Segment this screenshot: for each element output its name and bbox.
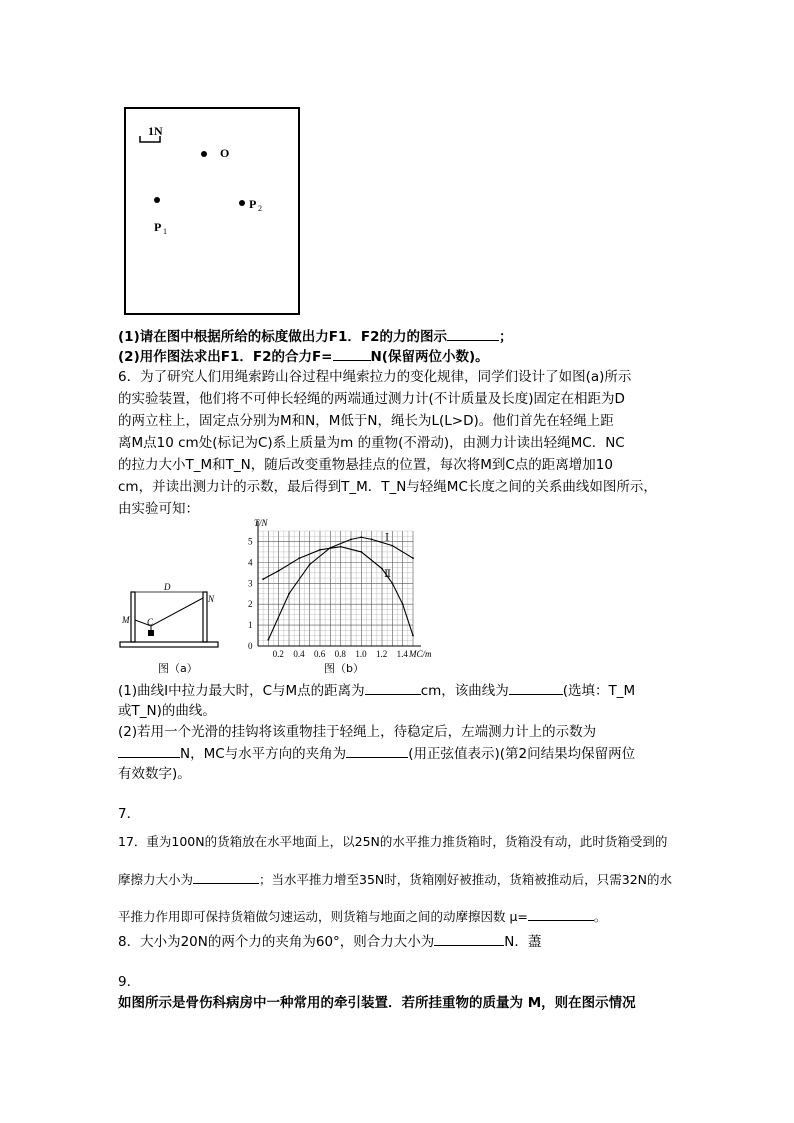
q7-blank1[interactable] (193, 869, 259, 884)
right-pillar (203, 592, 207, 642)
series-point-2 (412, 635, 414, 637)
q8-line (118, 931, 541, 952)
series-point-2 (298, 557, 300, 559)
x-tick-label: 0.6 (314, 649, 326, 659)
q6-sub2-blank1[interactable] (118, 743, 180, 758)
series-point-2 (381, 568, 383, 570)
q6-p4: 离M点10 cm处(标记为C)系上质量为m 的重物(不滑动)，由测力计读出轻绳MC．NC (118, 435, 625, 451)
q6-p1: 6．为了研究人们用绳索跨山谷过程中绳索拉力的变化规律，同学们设计了如图(a)所示 (118, 369, 632, 385)
x-tick-label: 0.2 (272, 649, 284, 659)
q6-sub2-blank2[interactable] (346, 743, 408, 758)
q6-p3: 的两立柱上，固定点分别为M和N，M低于N，绳长为L(L>D)。他们首先在轻绳上距 (118, 413, 614, 429)
series-point-2 (340, 546, 342, 548)
q5-blank1[interactable] (447, 326, 499, 341)
q7-line2-text-a: 摩擦力大小为 (118, 872, 194, 887)
q8-blank[interactable] (434, 931, 504, 946)
point-p1-dot (154, 197, 160, 203)
series-point-2 (402, 603, 404, 605)
point-p2-dot (239, 200, 245, 206)
q6-sub1-text-a: (1)曲线Ⅰ中拉力最大时，C与M点的距离为 (118, 683, 365, 699)
series-point-1 (412, 557, 414, 559)
x-tick-label: 0.4 (293, 649, 305, 659)
point-p2-sub: 2 (258, 204, 262, 213)
series-label-1: Ⅰ (385, 532, 390, 544)
x-tick-label: 1.4 (396, 649, 408, 659)
q6-sub2-text-b: N，MC与水平方向的夹角为 (180, 746, 347, 762)
q5-line1-text: (1)请在图中根据所给的标度做出力F1．F2的力的图示 (118, 329, 447, 345)
y-tick-label: 3 (248, 578, 253, 589)
q6-sub1-line1 (118, 680, 635, 701)
figure-a-apparatus (116, 580, 224, 672)
series-point-2 (278, 570, 280, 572)
fig-b-caption: 图（b） (324, 662, 364, 675)
q7-blank2[interactable] (528, 906, 594, 921)
series-point-2 (391, 582, 393, 584)
series-point-1 (350, 538, 352, 540)
point-p2-label: P (249, 197, 257, 211)
q5-line2 (118, 346, 489, 367)
q6-p6: cm，并读出测力计的示数，最后得到T_M．T_N与轻绳MC长度之间的关系曲线如图所示， (118, 479, 657, 495)
q6-sub1-text-c: (选填：T_M (562, 683, 636, 699)
q7-line2-text-b: ；当水平推力增至35N时，货箱刚好被推动，货箱被推动后，只需32N的水 (259, 872, 673, 887)
q6-p2: 的实验装置，他们将不可伸长轻绳的两端通过测力计(不计质量及长度)固定在相距为D (118, 391, 625, 407)
y-axis-label: T/N (254, 518, 268, 528)
q6-sub1-blank1[interactable] (365, 680, 421, 695)
q9-line1: 如图所示是骨伤科病房中一种常用的牵引装置．若所挂重物的质量为 M，则在图示情况 (118, 995, 636, 1011)
series-point-1 (391, 545, 393, 547)
q7-number: 7． (118, 806, 141, 822)
series-point-1 (267, 639, 269, 641)
q7-line3-text-b: 。 (593, 909, 607, 924)
series-point-2 (360, 551, 362, 553)
q8-text-a: 8．大小为20N的两个力的夹角为60°，则合力大小为 (118, 934, 435, 950)
series-point-2 (262, 578, 264, 580)
q9-number: 9． (118, 974, 141, 990)
y-tick-label: 4 (248, 557, 253, 568)
q5-line2-end: N(保留两位小数)。 (370, 349, 489, 365)
fig-a-caption: 图（a） (158, 662, 198, 675)
label-n: N (208, 594, 215, 604)
rope (135, 598, 203, 626)
q7-line2 (118, 869, 672, 890)
series-point-1 (360, 536, 362, 538)
q6-p5: 的拉力大小T_M和T_N，随后改变重物悬挂点的位置，每次将M到C点的距离增加10 (118, 457, 613, 473)
q5-blank2[interactable] (333, 346, 371, 361)
q5-line1 (118, 326, 512, 347)
weight-block (148, 630, 154, 636)
figure-b-chart (238, 516, 438, 672)
q6-sub1-blank2[interactable] (509, 680, 563, 695)
series-point-1 (288, 593, 290, 595)
y-tick-label: 5 (248, 536, 253, 547)
x-axis-label: MC/m (409, 649, 432, 659)
q8-text-b: N．藎 (504, 934, 542, 950)
q6-sub2-line3: 有效数字)。 (118, 766, 191, 782)
force-figure-svg (126, 109, 298, 313)
q6-sub2-line2 (118, 743, 635, 764)
y-tick-label: 2 (248, 599, 253, 610)
force-figure (124, 107, 300, 315)
point-o-label: O (220, 146, 230, 160)
series-label-2: Ⅱ (384, 569, 391, 580)
left-pillar (131, 592, 135, 642)
label-d: D (164, 582, 171, 592)
x-tick-label: 0.8 (334, 649, 346, 659)
label-m: M (122, 615, 130, 625)
q7-line1: 17．重为100N的货箱放在水平地面上，以25N的水平推力推货箱时，货箱没有动，此时货箱受到的 (118, 834, 668, 849)
point-p1-label: P (154, 220, 162, 234)
point-o-dot (201, 151, 207, 157)
q6-sub1-line2: 或T_N)的曲线。 (118, 703, 216, 719)
point-p1-sub: 1 (163, 227, 167, 236)
series-line-2 (263, 547, 413, 636)
q6-p7: 由实验可知： (118, 501, 199, 517)
series-point-1 (309, 564, 311, 566)
scale-label: 1N (148, 124, 163, 138)
q5-line2-text: (2)用作图法求出F1．F2的合力F= (118, 349, 333, 365)
x-tick-label: 1.0 (355, 649, 367, 659)
q6-sub1-text-b: cm，该曲线为 (420, 683, 509, 699)
q7-line3-text-a: 平推力作用即可保持货箱做匀速运动，则货箱与地面之间的动摩擦因数 μ= (118, 909, 528, 924)
q6-sub2-text-c: (用正弦值表示)(第2问结果均保留两位 (408, 746, 636, 762)
q7-line3 (118, 906, 606, 927)
q6-sub2-line1: (2)若用一个光滑的挂钩将该重物挂于轻绳上，待稳定后，左端测力计上的示数为 (118, 724, 597, 740)
series-point-2 (319, 549, 321, 551)
label-c: C (147, 617, 154, 627)
base-board (120, 642, 218, 647)
series-point-1 (371, 538, 373, 540)
y-tick-label: 0 (248, 641, 253, 651)
q5-line1-end: ； (498, 329, 513, 345)
y-tick-label: 1 (248, 620, 253, 631)
x-tick-label: 1.2 (376, 649, 388, 659)
